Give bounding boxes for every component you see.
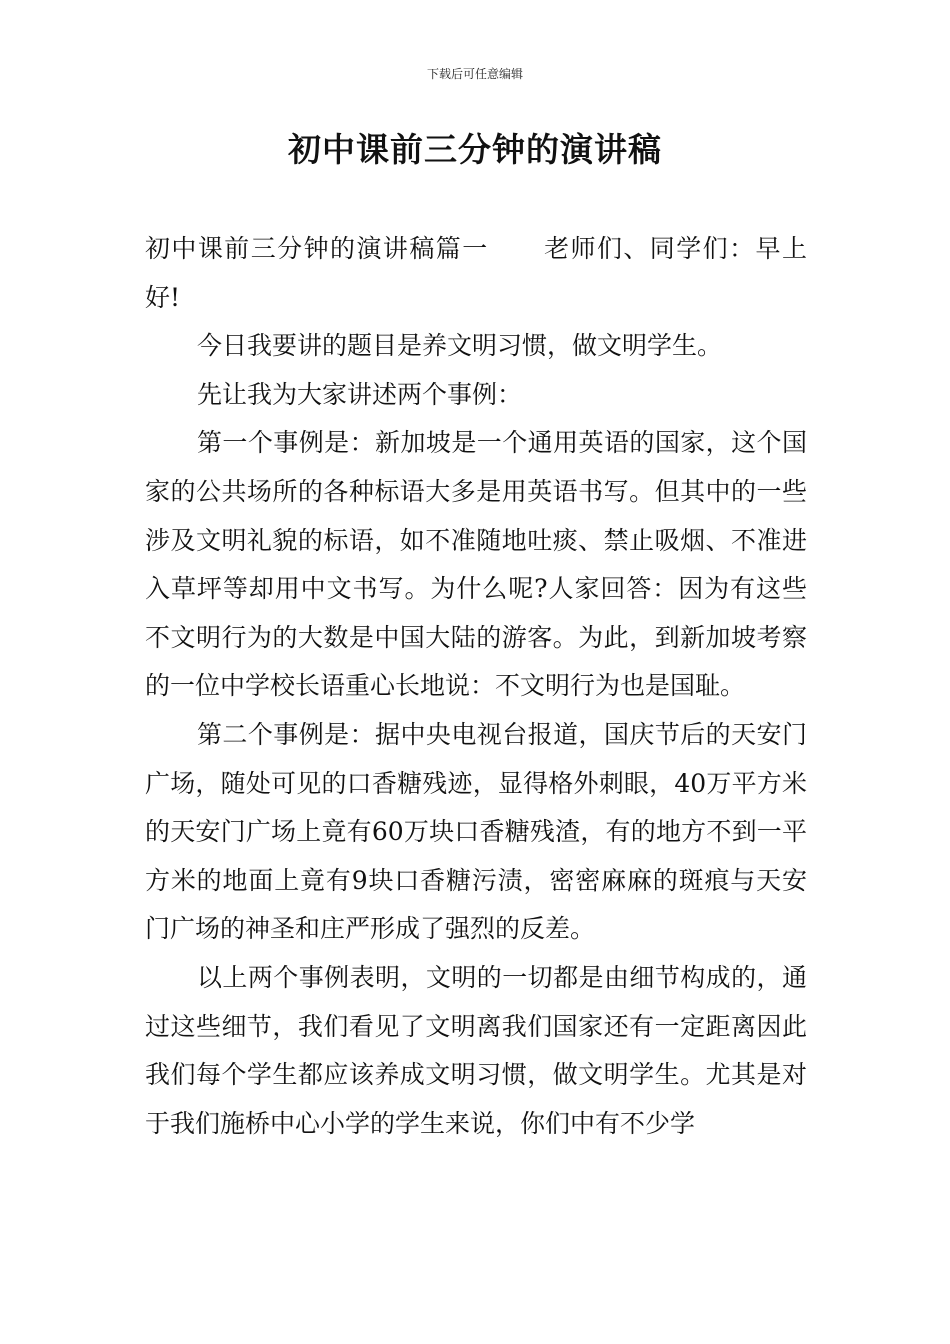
- paragraph-lead-in: 先让我为大家讲述两个事例：: [197, 379, 523, 409]
- paragraph-example-two: 第二个事例是：据中央电视台报道，国庆节后的天安门广场，随处可见的口香糖残迹，显得格外刺眼，40万平方米的天安门广场上竟有60万块口香糖残渣，有的地方不到一平方米的地面上竟有9块口香糖污渍，密密麻麻的斑痕与天安门广场的神圣和庄严形成了强烈的反差。: [145, 719, 807, 944]
- header-note: 下载后可任意编辑: [426, 67, 523, 81]
- document-body: [145, 225, 807, 1148]
- intro-paragraph: [145, 225, 807, 322]
- greeting: 老师们、同学们：早上好!: [145, 234, 807, 312]
- paragraph-example-one: 第一个事例是：新加坡是一个通用英语的国家，这个国家的公共场所的各种标语大多是用英语书写。但其中的一些涉及文明礼貌的标语，如不准随地吐痰、禁止吸烟、不准进入草坪等却用中文书写。为什么呢?人家回答：因为有这些不文明行为的大数是中国大陆的游客。为此，到新加坡考察的一位中学校长语重心长地说：不文明行为也是国耻。: [145, 428, 807, 701]
- paragraph-conclusion: 以上两个事例表明，文明的一切都是由细节构成的，通过这些细节，我们看见了文明离我们国家还有一定距离因此我们每个学生都应该养成文明习惯，做文明学生。尤其是对于我们施桥中心小学的学生来说，你们中有不少学: [145, 962, 807, 1138]
- section-heading: 初中课前三分钟的演讲稿篇一: [145, 234, 489, 263]
- paragraph-topic: 今日我要讲的题目是养文明习惯，做文明学生。: [197, 331, 723, 361]
- document-title: 初中课前三分钟的演讲稿: [288, 130, 662, 169]
